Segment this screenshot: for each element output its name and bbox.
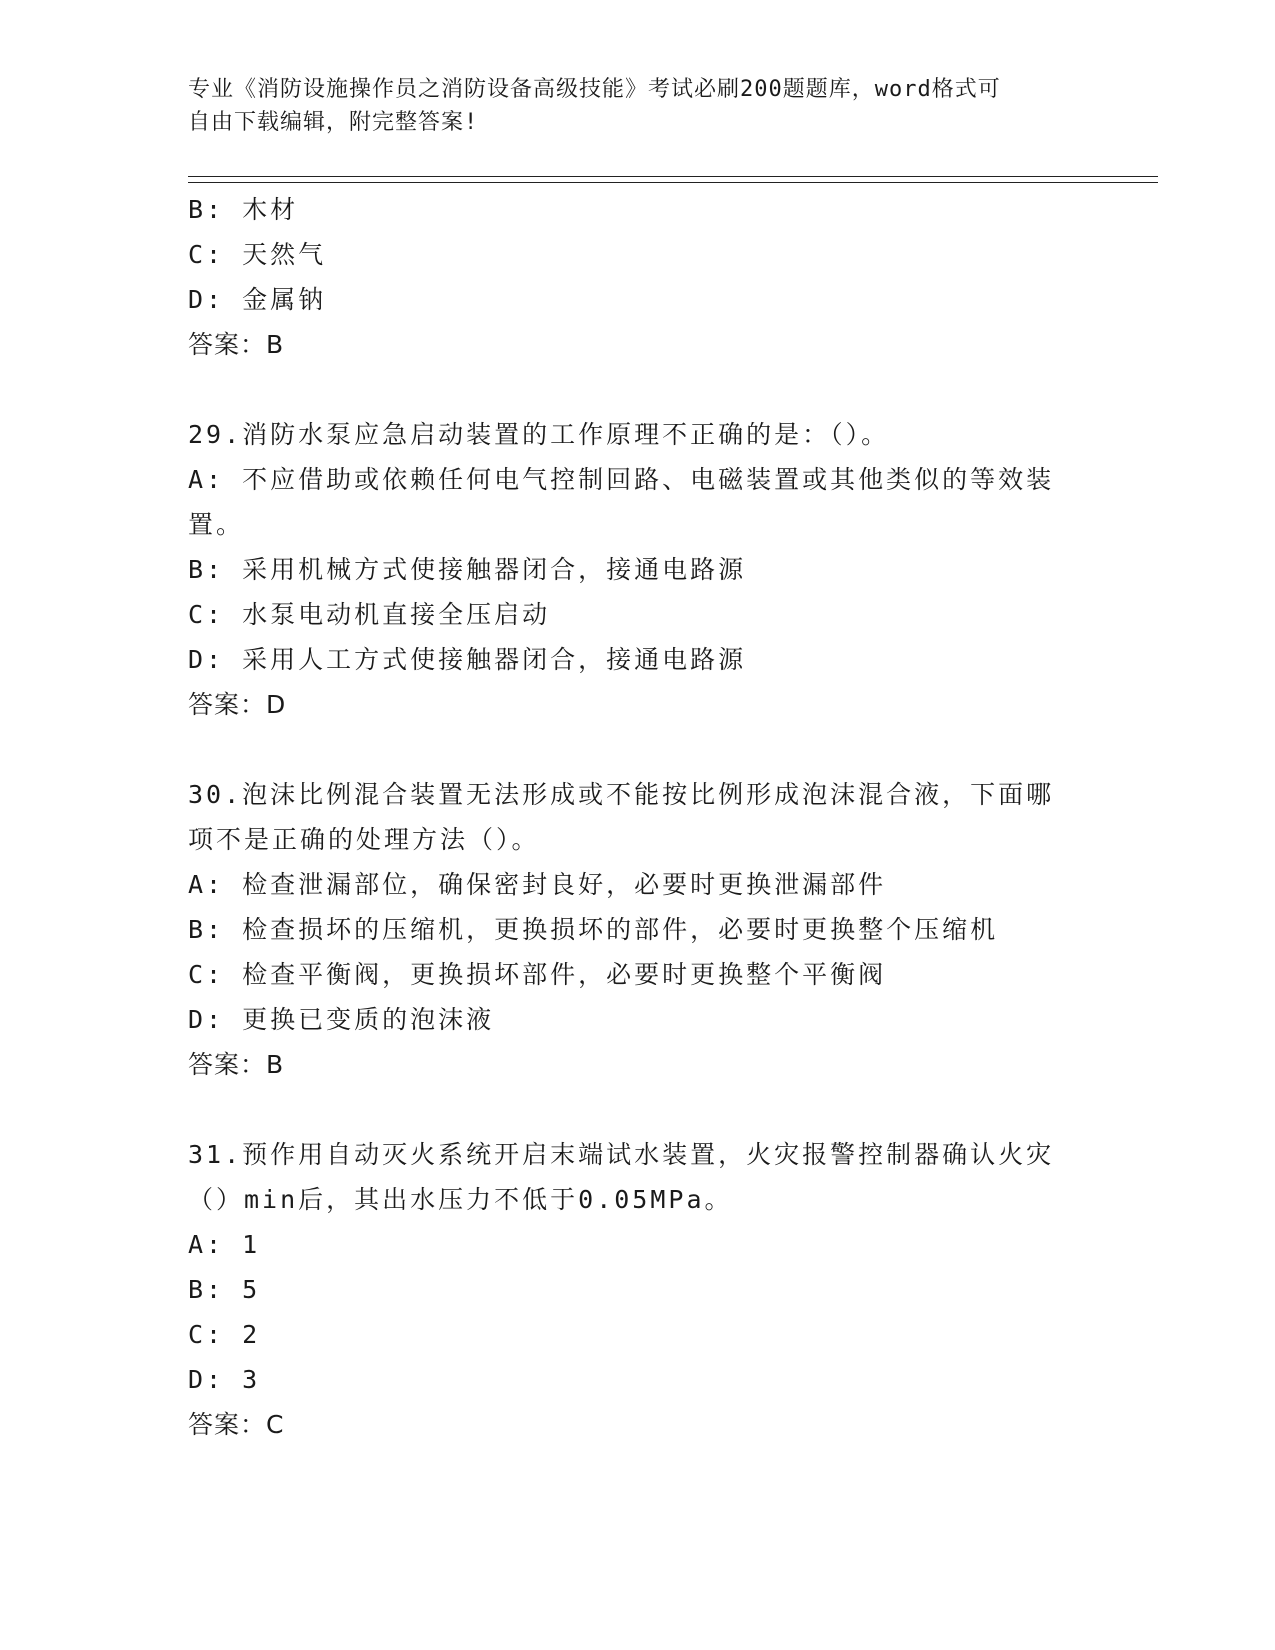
q31-option-c: C: 2: [188, 1320, 261, 1349]
q31-answer: 答案：C: [188, 1410, 285, 1439]
q31-option-a: A: 1: [188, 1230, 261, 1259]
q30-stem: 30.泡沫比例混合装置无法形成或不能按比例形成泡沫混合液，下面哪: [188, 780, 1055, 809]
q28-option-d: D: 金属钠: [188, 285, 327, 314]
q31-option-d: D: 3: [188, 1365, 261, 1394]
q29-option-d: D: 采用人工方式使接触器闭合，接通电路源: [188, 645, 747, 674]
q29-option-b: B: 采用机械方式使接触器闭合，接通电路源: [188, 555, 747, 584]
header-line-1: 专业《消防设施操作员之消防设备高级技能》考试必刷200题题库，word格式可: [188, 77, 1001, 102]
q28-option-c: C: 天然气: [188, 240, 327, 269]
q28-option-b: B: 木材: [188, 195, 299, 224]
q31-stem-cont: （）min后，其出水压力不低于0.05MPa。: [188, 1185, 733, 1214]
q31-option-b: B: 5: [188, 1275, 261, 1304]
document-header: [188, 73, 1088, 139]
q30-option-b: B: 检查损坏的压缩机，更换损坏的部件，必要时更换整个压缩机: [188, 915, 999, 944]
q29-stem: 29.消防水泵应急启动装置的工作原理不正确的是：（）。: [188, 420, 890, 449]
q30-option-d: D: 更换已变质的泡沫液: [188, 1005, 495, 1034]
q30-stem-cont: 项不是正确的处理方法（）。: [188, 825, 540, 854]
q30-option-c: C: 检查平衡阀，更换损坏部件，必要时更换整个平衡阀: [188, 960, 887, 989]
header-divider-top: [188, 176, 1158, 177]
q30-answer: 答案：B: [188, 1050, 285, 1079]
q29-option-c: C: 水泵电动机直接全压启动: [188, 600, 551, 629]
header-line-2: 自由下载编辑，附完整答案!: [188, 110, 479, 135]
q29-option-a-cont: 置。: [188, 510, 245, 539]
q30-option-a: A: 检查泄漏部位，确保密封良好，必要时更换泄漏部件: [188, 870, 887, 899]
q29-answer: 答案：D: [188, 690, 287, 719]
q29-option-a: A: 不应借助或依赖任何电气控制回路、电磁装置或其他类似的等效装: [188, 465, 1055, 494]
header-divider-bottom: [188, 182, 1158, 183]
q31-stem: 31.预作用自动灭火系统开启末端试水装置，火灾报警控制器确认火灾: [188, 1140, 1055, 1169]
q28-answer: 答案：B: [188, 330, 285, 359]
